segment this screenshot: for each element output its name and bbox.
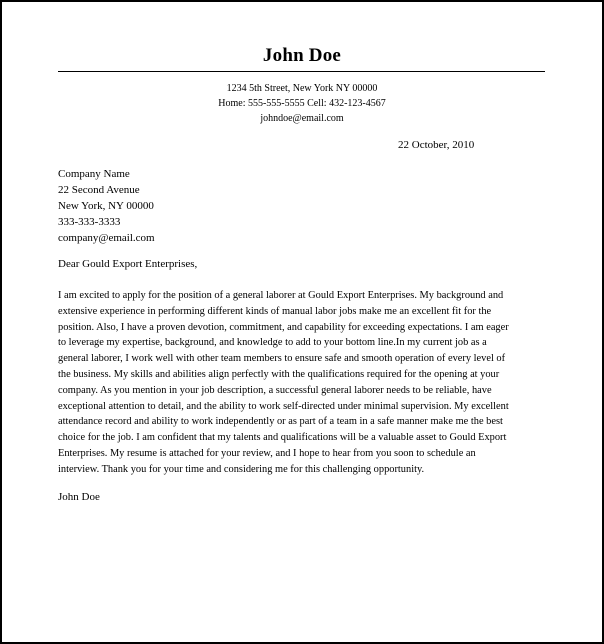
recipient-street: 22 Second Avenue — [58, 184, 140, 196]
body-line: choice for the job. I am confident that my talents and qualifications will be a valuable asset to Gould Export — [58, 432, 507, 444]
recipient-company: Company Name — [58, 168, 130, 180]
signature-name: John Doe — [58, 491, 100, 503]
body-line: Enterprises. My resume is attached for your review, and I hope to hear from you soon to schedule an — [58, 447, 476, 459]
body-line: the business. My skills and abilities align perfectly with the qualifications required for the opening at your — [58, 368, 500, 380]
body-line: company. As you mention in your job description, a successful general laborer needs to be reliable, have — [58, 384, 492, 396]
body-line: interview. Thank you for your time and considering me for this challenging opportunity. — [58, 463, 425, 475]
recipient-block — [58, 166, 155, 246]
recipient-phone: 333-333-3333 — [58, 216, 121, 228]
body-line: to leverage my expertise, background, and knowledge to add to your bottom line.In my current job as a — [58, 337, 487, 349]
recipient-email: company@email.com — [58, 232, 155, 244]
body-line: position. Also, I have a proven devotion, commitment, and capability for exceeding expectations. I am eager — [58, 321, 509, 333]
letter-date: 22 October, 2010 — [398, 139, 475, 151]
letter-body — [58, 288, 542, 478]
salutation: Dear Gould Export Enterprises, — [58, 258, 198, 270]
body-line: general laborer, I work well with other team members to ensure safe and smooth operation of every level of — [58, 353, 506, 365]
recipient-city: New York, NY 00000 — [58, 200, 154, 212]
sender-contact — [2, 81, 602, 126]
header-divider — [58, 71, 545, 72]
sender-address: 1234 5th Street, New York NY 00000 — [226, 83, 378, 94]
sender-email: johndoe@email.com — [260, 113, 344, 124]
body-line: extensive experience in performing different kinds of manual labor jobs make me an excellent fit for the — [58, 305, 492, 317]
body-line: exceptional attention to detail, and the ability to work self-directed under minimal supervision. My excellent — [58, 400, 509, 412]
body-line: I am excited to apply for the position of a general laborer at Gould Export Enterprises. My background and — [58, 290, 504, 301]
sender-phones: Home: 555-555-5555 Cell: 432-123-4567 — [218, 98, 386, 109]
body-line: attendance record and ability to work independently or as part of a team in a safe manner make me the best — [58, 416, 503, 428]
sender-name: John Doe — [262, 45, 342, 66]
